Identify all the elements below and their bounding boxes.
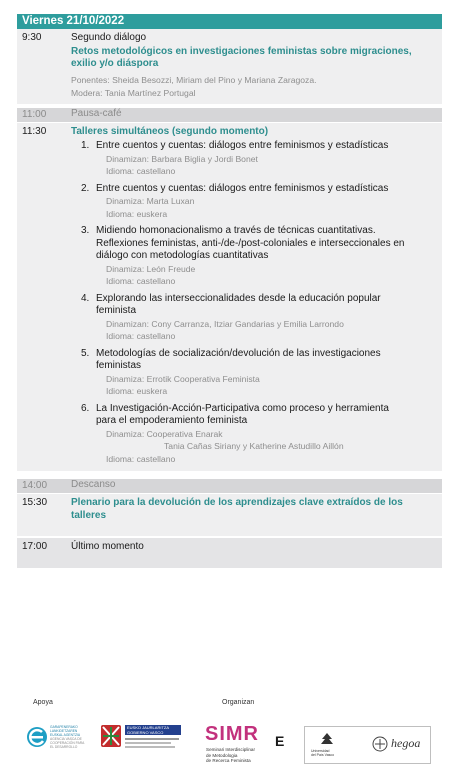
gv-line — [125, 738, 179, 740]
hegoa-wordmark: hegoa — [391, 736, 421, 750]
modera: Modera: Tania Martínez Portugal — [71, 88, 196, 98]
workshop-item — [71, 403, 436, 466]
workshop-idioma: Idioma: castellano — [106, 276, 176, 286]
upv-tree-icon — [319, 731, 335, 747]
session-time: 15:30 — [22, 497, 48, 508]
logo-gobierno-vasco — [100, 724, 182, 768]
session-text: Último momento — [71, 541, 144, 552]
upv-text: Universidad del País Vasco — [311, 749, 335, 757]
talleres-title: Talleres simultáneos (segundo momento) — [71, 125, 269, 137]
session-kind: Segundo diálogo — [71, 32, 147, 43]
session-time: 17:00 — [22, 541, 48, 552]
workshop-number: 5. — [81, 347, 90, 359]
workshop-title: Entre cuentos y cuentas: diálogos entre feminismos y estadísticas — [96, 182, 389, 194]
simref-text: Seminari Interdisciplinar de Metodologia de Recerca Feminista — [206, 747, 256, 764]
workshop-item — [71, 183, 436, 221]
workshop-dinamiza: Dinamizan: Cony Carranza, Itziar Gandarias y Emilia Larrondo — [106, 318, 344, 329]
workshop-idioma: Idioma: castellano — [106, 331, 176, 341]
workshop-item — [71, 348, 436, 398]
workshop-dinamiza: Dinamiza: Cooperativa Enarak — [106, 428, 223, 439]
coat-of-arms-icon — [100, 724, 122, 750]
workshop-item — [71, 140, 436, 178]
gv-line — [125, 742, 171, 744]
session-descanso — [17, 479, 442, 494]
session-talleres — [17, 123, 442, 474]
workshop-title: Explorando las interseccionalidades desde la educación popular feminista — [96, 292, 381, 316]
workshop-number: 6. — [81, 402, 90, 414]
workshop-idioma: Idioma: euskera — [106, 208, 168, 219]
organizan-label: Organizan — [222, 699, 255, 706]
workshop-dinamiza-extra: Tania Cañas Siriany y Katherine Astudillo Aillón — [164, 441, 344, 451]
workshop-dinamiza: Dinamiza: Marta Luxan — [106, 196, 195, 206]
workshop-number: 4. — [81, 292, 90, 304]
session-pausa-cafe — [17, 108, 442, 123]
workshop-item — [71, 225, 436, 288]
workshop-item — [71, 293, 436, 343]
session-ultimo-momento — [17, 538, 442, 570]
session-title: Retos metodológicos en investigaciones feministas sobre migraciones, exilio y/o diáspora — [71, 45, 412, 69]
day-header: Viernes 21/10/2022 — [17, 14, 442, 29]
apoya-label: Apoya — [33, 699, 53, 706]
gv-line — [125, 746, 175, 748]
hegoa-icon — [371, 735, 389, 753]
workshop-number: 3. — [81, 225, 90, 236]
logo-simref — [205, 724, 293, 770]
session-time: 14:00 — [22, 480, 48, 491]
session-plenario — [17, 494, 442, 538]
simref-wordmark: SIMR — [205, 723, 259, 745]
plenario-title: Plenario para la devolución de los aprendizajes clave extraídos de los talleres — [71, 497, 403, 521]
workshop-list — [71, 140, 436, 465]
logo-upv-hegoa — [304, 726, 431, 764]
workshop-dinamiza: Dinamiza: León Freude — [106, 263, 196, 274]
workshop-title: Midiendo homonacionalismo a través de técnicas cuantitativas. Reflexiones feministas, anti-/de-/post-coloniales e interseccionales en diálogo con metodologías cuantitativas — [96, 225, 405, 261]
session-segundo-dialogo — [17, 29, 442, 106]
session-time: 11:30 — [22, 125, 47, 137]
session-time: 11:00 — [22, 108, 47, 120]
ponentes: Ponentes: Sheida Besozzi, Miriam del Pino y Mariana Zaragoza. — [71, 74, 317, 85]
logo-text: GARAPENERAKO LANKIDETZAREN EUSKAL AGENTZIA AGENCIA VASCA DE COOPERACIÓN PARA EL DESARROLLO — [50, 725, 85, 749]
simref-e: E — [275, 733, 285, 749]
workshop-dinamiza: Dinamizan: Barbara Biglia y Jordi Bonet — [106, 153, 258, 164]
workshop-idioma: Idioma: castellano — [106, 166, 176, 176]
workshop-title: Entre cuentos y cuentas: diálogos entre feminismos y estadísticas — [96, 140, 389, 151]
workshop-idioma: Idioma: castellano — [106, 453, 176, 464]
workshop-number: 2. — [81, 182, 90, 194]
gv-banner: EUSKO JAURLARITZA GOBIERNO VASCO — [125, 725, 181, 735]
schedule — [17, 14, 442, 570]
workshop-number: 1. — [81, 140, 90, 151]
workshop-dinamiza: Dinamiza: Errotik Cooperativa Feminista — [106, 373, 260, 384]
workshop-title: Metodologías de socialización/devolución de las investigaciones feministas — [96, 347, 381, 371]
logo-cooperacion-agency — [26, 724, 94, 768]
session-time: 9:30 — [22, 32, 42, 43]
workshop-title: La Investigación-Acción-Participativa como proceso y herramienta para el empoderamiento feminista — [96, 402, 389, 426]
session-text: Pausa-café — [71, 107, 122, 119]
workshop-idioma: Idioma: euskera — [106, 386, 168, 396]
session-text: Descanso — [71, 479, 116, 490]
e-logo-icon — [26, 726, 48, 748]
